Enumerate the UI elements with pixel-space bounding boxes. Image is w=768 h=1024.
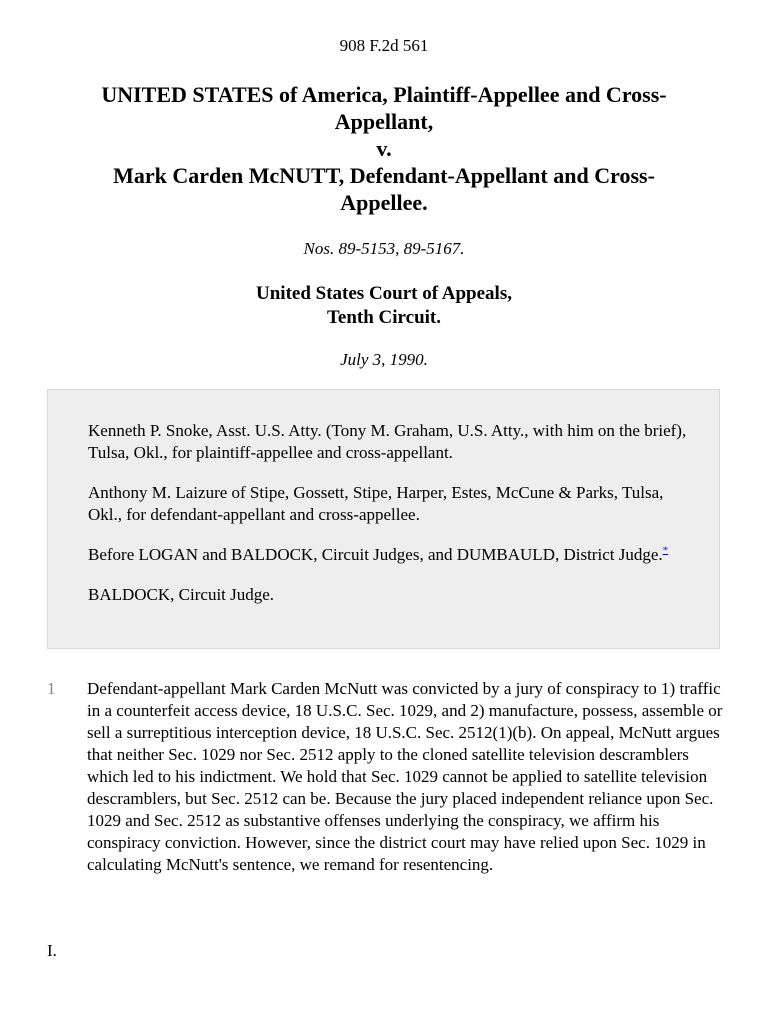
plaintiff-counsel: Kenneth P. Snoke, Asst. U.S. Atty. (Tony M. Graham, U.S. Atty., with him on the brief), Tulsa, Okl., for plaintiff-appellee and cross-appellant.: [88, 421, 687, 462]
defendant-counsel: Anthony M. Laizure of Stipe, Gossett, Stipe, Harper, Estes, McCune & Parks, Tulsa, Okl., for defendant-appellant and cross-appellee.: [88, 483, 664, 524]
plaintiff-line-1: UNITED STATES of America, Plaintiff-Appellee and Cross-: [101, 82, 667, 107]
paragraph-number: 1: [47, 679, 56, 698]
versus: v.: [376, 136, 392, 161]
docket-numbers: Nos. 89-5153, 89-5167.: [303, 239, 465, 258]
counsel-panel: [47, 389, 720, 649]
opinion-author: BALDOCK, Circuit Judge.: [88, 585, 275, 604]
judges-panel-text: Before LOGAN and BALDOCK, Circuit Judges, and DUMBAULD, District Judge.: [88, 545, 663, 564]
defendant-line-1: Mark Carden McNUTT, Defendant-Appellant and Cross-: [113, 163, 655, 188]
paragraph-text: Defendant-appellant Mark Carden McNutt was convicted by a jury of conspiracy to 1) traffic in a counterfeit access device, 18 U.S.C. Sec. 1029, and 2) manufacture, possess, assemble or sell a surreptitious interception device, 18 U.S.C. Sec. 2512(1)(b). On appeal, McNutt argues that neither Sec. 1029 nor Sec. 2512 apply to the cloned satellite television descramblers which led to his indictment. We hold that Sec. 1029 cannot be applied to satellite television descramblers, but Sec. 2512 can be. Because the jury placed independent reliance upon Sec. 1029 and Sec. 2512 as substantive offenses underlying the conspiracy, we affirm his conspiracy conviction. However, since the district court may have relied upon Sec. 1029 in calculating McNutt's sentence, we remand for resentencing.: [87, 679, 723, 874]
case-caption: [40, 81, 728, 216]
defendant-line-2: Appellee.: [340, 190, 428, 215]
plaintiff-line-2: Appellant,: [334, 109, 434, 134]
court-line-1: United States Court of Appeals,: [256, 283, 512, 304]
case-citation: 908 F.2d 561: [339, 36, 429, 55]
decision-date: July 3, 1990.: [340, 350, 428, 369]
judges-panel: [88, 544, 699, 566]
court-line-2: Tenth Circuit.: [326, 307, 442, 328]
paragraph-1: [47, 678, 727, 876]
court-name: [0, 282, 768, 330]
section-heading: I.: [47, 941, 57, 960]
footnote-link[interactable]: *: [662, 544, 669, 557]
